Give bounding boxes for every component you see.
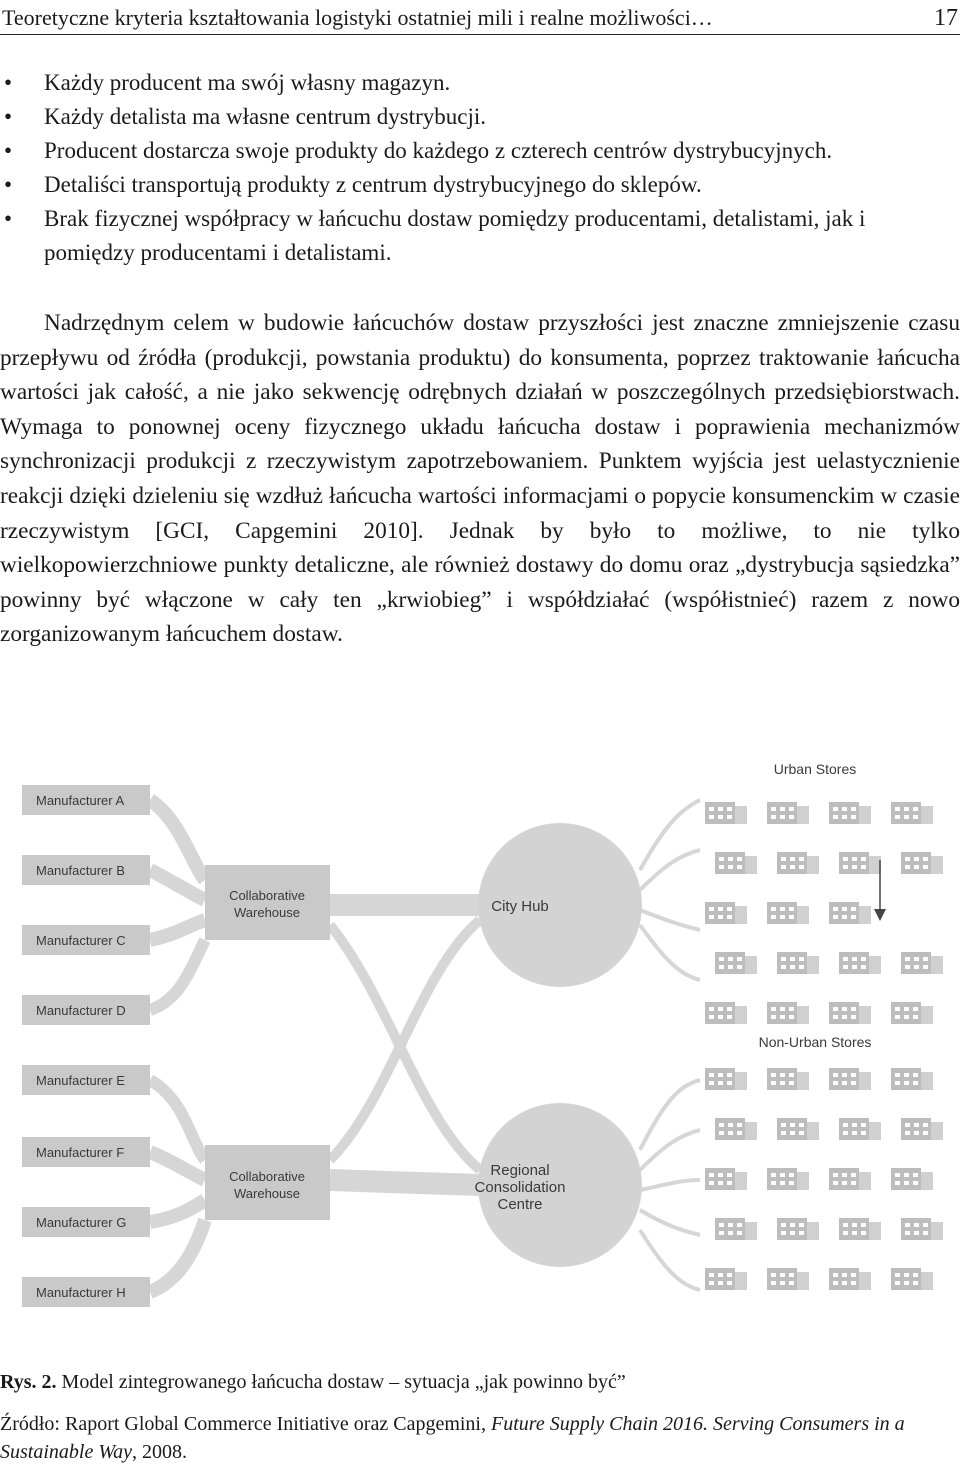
manufacturer-label: Manufacturer F <box>36 1145 125 1160</box>
store-building-icon <box>777 852 819 874</box>
source-text: Raport Global Commerce Initiative oraz Capgemini, <box>65 1413 491 1435</box>
store-building-icon <box>901 952 943 974</box>
store-building-icon <box>829 802 871 824</box>
manufacturer-label: Manufacturer D <box>36 1003 126 1018</box>
store-building-icon <box>705 1068 747 1090</box>
store-building-icon <box>839 852 881 874</box>
list-item: • Każdy producent ma swój własny magazyn. <box>0 66 960 100</box>
store-building-icon <box>829 1268 871 1290</box>
non-urban-store-icons <box>705 1068 943 1290</box>
bullet-marker: • <box>4 206 13 231</box>
store-building-icon <box>715 1218 757 1240</box>
bullet-marker: • <box>4 104 13 129</box>
store-building-icon <box>891 1002 933 1024</box>
store-building-icon <box>715 952 757 974</box>
warehouse-top-label-line1: Collaborative <box>229 888 305 903</box>
store-building-icon <box>829 902 871 924</box>
store-building-icon <box>891 1068 933 1090</box>
page-number: 17 <box>934 5 958 31</box>
regional-centre-label-line2: Consolidation <box>474 1179 566 1196</box>
store-building-icon <box>767 1068 809 1090</box>
list-item: • Producent dostarcza swoje produkty do każdego z czterech centrów dystrybucyjnych. <box>0 134 960 168</box>
store-building-icon <box>891 1168 933 1190</box>
store-building-icon <box>839 1218 881 1240</box>
list-item: • Każdy detalista ma własne centrum dystrybucji. <box>0 100 960 134</box>
source-year: , 2008. <box>132 1441 188 1463</box>
manufacturer-label: Manufacturer E <box>36 1073 125 1088</box>
warehouse-bottom-label-line1: Collaborative <box>229 1169 305 1184</box>
store-building-icon <box>705 802 747 824</box>
manufacturer-label: Manufacturer B <box>36 863 125 878</box>
body-paragraph: Nadrzędnym celem w budowie łańcuchów dostaw przyszłości jest znaczne zmniejszenie czasu przepływu od źródła (produkcji, powstania produktu) do konsumenta, poprzez traktowanie łańcucha wartości jak całość, a nie jako sekwencję odrębnych działań w poszczególnych przedsiębiorstwach. Wymaga to ponownej oceny fizycznego układu łańcucha dostaw i poprawienia mechanizmów synchronizacji produkcji z rzeczywistym zapotrzebowaniem. Punktem wyjścia jest uelastycznienie reakcji dzięki dzieleniu się wzdłuż łańcucha wartości informacjami o popycie konsumenckim w czasie rzeczywistym [GCI, Capgemini 2010]. Jednak by było to możliwe, to nie tylko wielkopowierzchniowe punkty detaliczne, ale również dostawy do domu oraz „dystrybucja sąsiedzka” powinny być włączone w cały ten „krwiobieg” i współdziałać (współistnieć) razem z nowo zorganizowanym łańcuchem dostaw. <box>0 310 960 648</box>
store-building-icon <box>767 1002 809 1024</box>
store-building-icon <box>705 1168 747 1190</box>
urban-store-icons <box>705 802 943 1024</box>
source-prefix: Źródło: <box>0 1413 65 1435</box>
bullet-list <box>0 66 960 270</box>
store-building-icon <box>901 1218 943 1240</box>
figure-caption <box>0 1368 626 1396</box>
regional-centre-label-line3: Centre <box>497 1196 543 1213</box>
store-building-icon <box>777 952 819 974</box>
store-building-icon <box>767 1268 809 1290</box>
manufacturer-labels <box>36 793 126 1300</box>
diagram-canvas <box>0 740 960 1310</box>
store-building-icon <box>839 952 881 974</box>
running-header-title: Teoretyczne kryteria kształtowania logistyki ostatniej mili i realne możliwości… <box>2 5 713 30</box>
store-building-icon <box>705 1002 747 1024</box>
bullet-marker: • <box>4 172 13 197</box>
store-building-icon <box>767 902 809 924</box>
source-title: Future Supply Chain 2016. Serving Consumers in a Sustainable Way <box>0 1413 905 1463</box>
figure-caption-label: Rys. 2. <box>0 1371 57 1393</box>
store-building-icon <box>777 1218 819 1240</box>
store-building-icon <box>767 802 809 824</box>
manufacturer-label: Manufacturer G <box>36 1215 127 1230</box>
store-building-icon <box>777 1118 819 1140</box>
figure-source <box>0 1410 960 1466</box>
store-building-icon <box>829 1168 871 1190</box>
manufacturer-label: Manufacturer A <box>36 793 125 808</box>
figure-caption-text: Model zintegrowanego łańcucha dostaw – sytuacja „jak powinno być” <box>56 1371 626 1393</box>
bullet-marker: • <box>4 138 13 163</box>
manufacturer-label: Manufacturer C <box>36 933 126 948</box>
warehouse-bottom-label-line2: Warehouse <box>234 1186 300 1201</box>
city-hub-label: City Hub <box>491 898 549 915</box>
store-building-icon <box>891 802 933 824</box>
list-item: • Detaliści transportują produkty z centrum dystrybucyjnego do sklepów. <box>0 168 960 202</box>
non-urban-stores-label: Non-Urban Stores <box>758 1034 872 1050</box>
store-building-icon <box>705 1268 747 1290</box>
list-item: • Brak fizycznej współpracy w łańcuchu dostaw pomiędzy producentami, detalistami, jak i pomiędzy producentami i detalistami. <box>0 202 960 270</box>
store-building-icon <box>901 1118 943 1140</box>
supply-chain-diagram <box>0 740 960 1310</box>
store-building-icon <box>901 852 943 874</box>
store-building-icon <box>829 1068 871 1090</box>
store-building-icon <box>705 902 747 924</box>
regional-centre-label-line1: Regional <box>490 1162 550 1179</box>
manufacturer-label: Manufacturer H <box>36 1285 126 1300</box>
store-building-icon <box>839 1118 881 1140</box>
store-building-icon <box>715 1118 757 1140</box>
store-building-icon <box>891 1268 933 1290</box>
store-building-icon <box>715 852 757 874</box>
bullet-marker: • <box>4 70 13 95</box>
running-header <box>0 4 960 35</box>
store-building-icon <box>829 1002 871 1024</box>
urban-stores-label: Urban Stores <box>773 761 857 777</box>
store-building-icon <box>767 1168 809 1190</box>
warehouse-top-label-line2: Warehouse <box>234 905 300 920</box>
